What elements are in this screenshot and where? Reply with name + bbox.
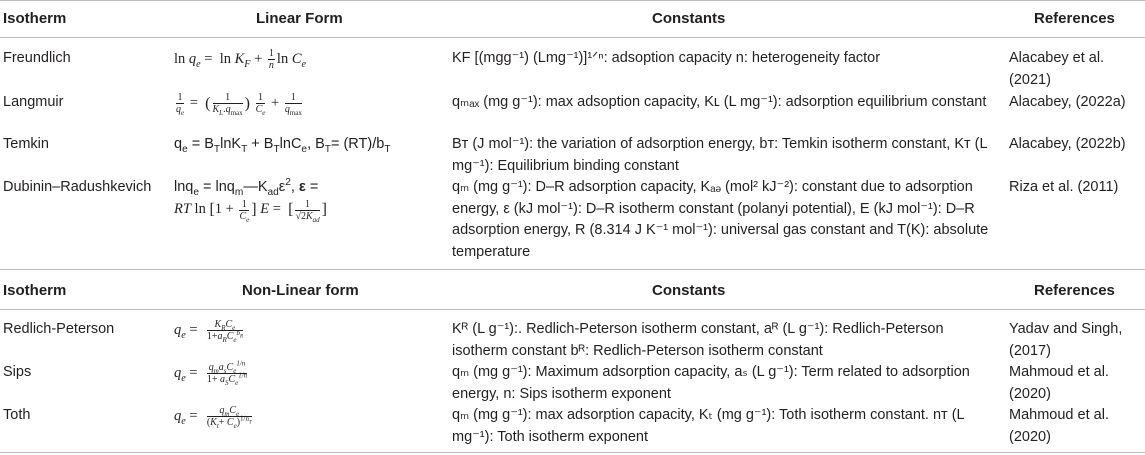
section-rule (0, 269, 1145, 270)
header-isotherm: Isotherm (3, 282, 67, 299)
isotherm-name: Freundlich (3, 50, 71, 66)
constants-text: qₘₐₓ (mg g⁻¹): max adsoption capacity, Kʟ (L mg⁻¹): adsorption equilibrium constant (452, 94, 987, 110)
reference-text: Mahmoud et al. (2020) (1009, 364, 1109, 402)
linear-equation: $\ln q_e = \ln K_F$ + $\frac{1}{n}$ $\ln C_e$ (174, 48, 306, 71)
nonlinear-equation: $q_e$ = $\frac{K_RC_e}{1+a_RC_e^{b_R}}$ (174, 319, 244, 344)
reference-text: Yadav and Singh, (2017) (1009, 321, 1123, 359)
reference-text: Alacabey, (2022b) (1009, 136, 1126, 152)
top-rule (0, 0, 1145, 1)
header-rule (0, 37, 1145, 38)
reference-text: Mahmoud et al. (2020) (1009, 407, 1109, 445)
constants-text: qₘ (mg g⁻¹): max adsorption capacity, Kₜ (mg g⁻¹): Toth isotherm constant. nᴛ (L mg⁻¹): Toth isotherm exponent (452, 407, 965, 445)
nonlinear-equation: $q_e$ = $\frac{q_ma_sC_e^{1/n}}{1+ a_SC_e^{1/n}}$ (174, 359, 248, 387)
header-references: References (1034, 10, 1115, 27)
header-rule (0, 309, 1145, 310)
bottom-rule (0, 452, 1145, 453)
reference-text: Riza et al. (2011) (1009, 179, 1119, 195)
isotherm-name: Dubinin–Radushkevich (3, 179, 152, 195)
isotherm-name: Redlich-Peterson (3, 321, 115, 337)
header-constants: Constants (652, 282, 726, 299)
header-references: References (1034, 282, 1115, 299)
header-nonlinear-form: Non-Linear form (242, 282, 359, 299)
constants-text: qₘ (mg g⁻¹): D–R adsorption capacity, Kₐₔ (mol² kJ⁻²): constant due to adsorption energy, ε (kJ mol⁻¹): D–R isotherm constant (polanyi potential), E (kJ mol⁻¹): D–R adsorption energy, R (8.314 J K⁻¹ mol⁻¹): universal gas constant and T(K): absolute temperature (452, 179, 989, 260)
linear-equation: $\frac{1}{q_e}$ = ( $\frac{1}{K_L.q_{max}}$ ) $\frac{1}{C_e}$ + $\frac{1}{q_{max}}$ (176, 92, 302, 117)
isotherm-name: Sips (3, 364, 32, 380)
isotherm-name: Toth (3, 407, 31, 423)
reference-text: Alacabey et al. (2021) (1009, 50, 1105, 88)
constants-text: Bᴛ (J mol⁻¹): the variation of adsorption energy, bᴛ: Temkin isotherm constant, Kᴛ (L mg⁻¹): Equilibrium binding constant (452, 136, 988, 174)
header-isotherm: Isotherm (3, 10, 67, 27)
nonlinear-equation: $q_e$ = $\frac{q_mC_e}{(K_t+ C_e)^{1/n_T}}$ (174, 405, 252, 430)
reference-text: Alacabey, (2022a) (1009, 94, 1126, 110)
constants-text: KF [(mgg⁻¹) (Lmg⁻¹)]¹ᐟⁿ: adsoption capacity n: heterogeneity factor (452, 50, 881, 66)
isotherm-name: Langmuir (3, 94, 64, 110)
constants-text: Kᴿ (L g⁻¹):. Redlich-Peterson isotherm constant, aᴿ (L g⁻¹): Redlich-Peterson isotherm constant bᴿ: Redlich-Peterson isotherm constant (452, 321, 944, 359)
isotherm-name: Temkin (3, 136, 49, 152)
header-constants: Constants (652, 10, 726, 27)
linear-equation: $\ln q_e = \ln q_m—K_{ad}\varepsilon^2$, ε = RT ln [1 + $\frac{1}{C_e}$ ] E = [ $\frac{1}{√2K_{ad}}$ ] (174, 177, 327, 224)
constants-text: qₘ (mg g⁻¹): Maximum adsorption capacity, aₛ (L g⁻¹): Term related to adsorption energy, n: Sips isotherm exponent (452, 364, 970, 402)
header-linear-form: Linear Form (256, 10, 343, 27)
linear-equation: $q_e = B_T\ln K_T + B_T\ln C_e$, $B_T= (RT)/b_T$ (174, 136, 391, 155)
